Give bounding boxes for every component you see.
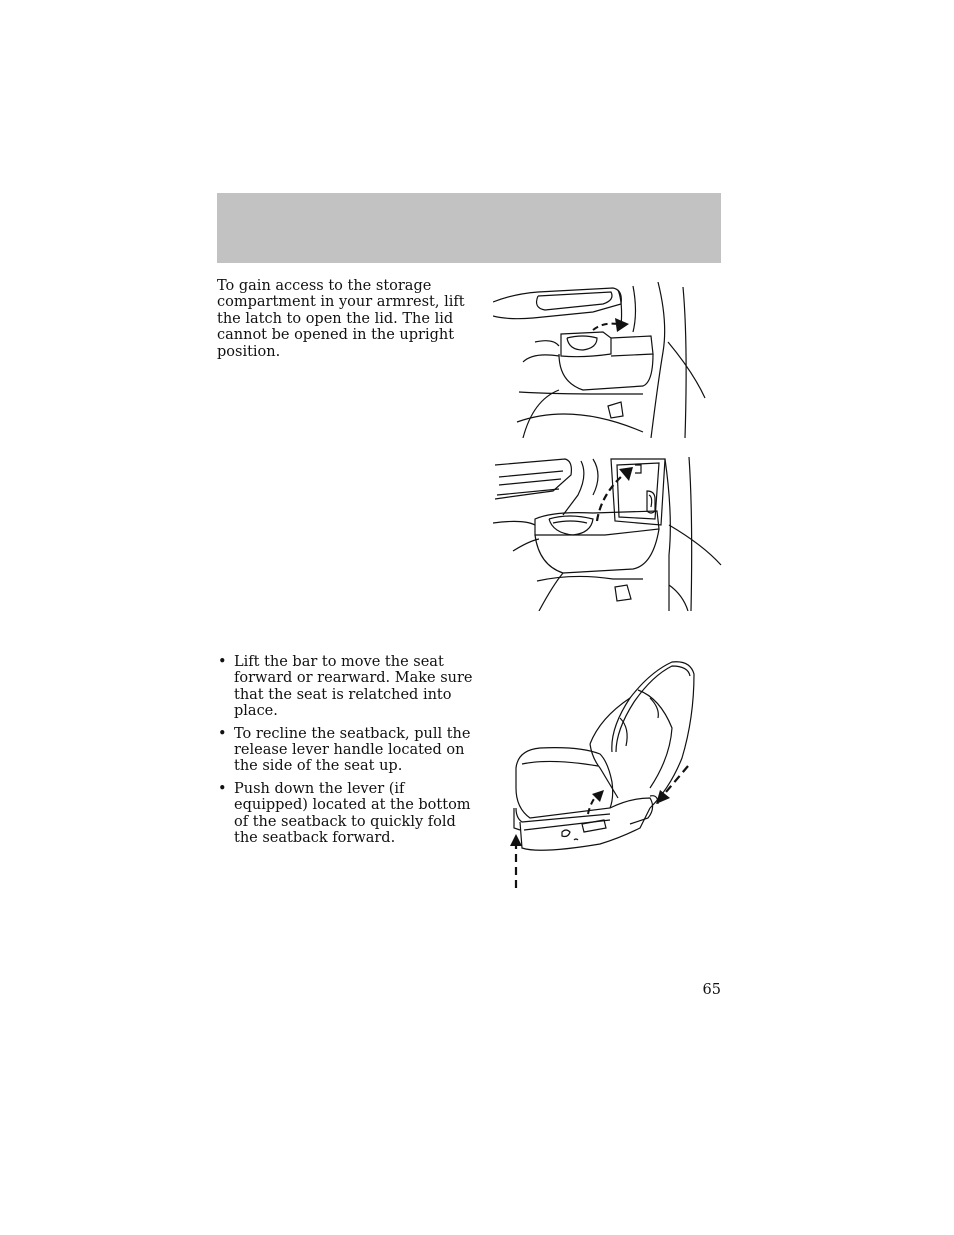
bullet-text: To recline the seatback, pull the release lever handle located on the side of the seat up. [234, 725, 471, 775]
bullet-text: Push down the lever (if equipped) located at the bottom of the seatback to quickly fold the seatback forward. [234, 780, 471, 847]
seat-adjustment-list [217, 654, 479, 852]
seat-adjustment-illustration [500, 658, 700, 888]
armrest-open-illustration [493, 455, 723, 611]
page-number: 65 [702, 982, 721, 998]
bullet-marker: • [218, 780, 227, 797]
bullet-marker: • [218, 725, 227, 742]
list-item [217, 654, 479, 720]
armrest-instructions: To gain access to the storage compartment in your armrest, lift the latch to open the lid. The lid cannot be opened in the upright position. [217, 278, 465, 360]
bullet-marker: • [218, 654, 227, 670]
armrest-closed-illustration [493, 282, 723, 438]
bullet-text: Lift the bar to move the seat forward or rearward. Make sure that the seat is relatched into place. [234, 654, 473, 720]
list-item [217, 726, 479, 775]
list-item [217, 781, 479, 847]
section-header-band [217, 193, 721, 263]
